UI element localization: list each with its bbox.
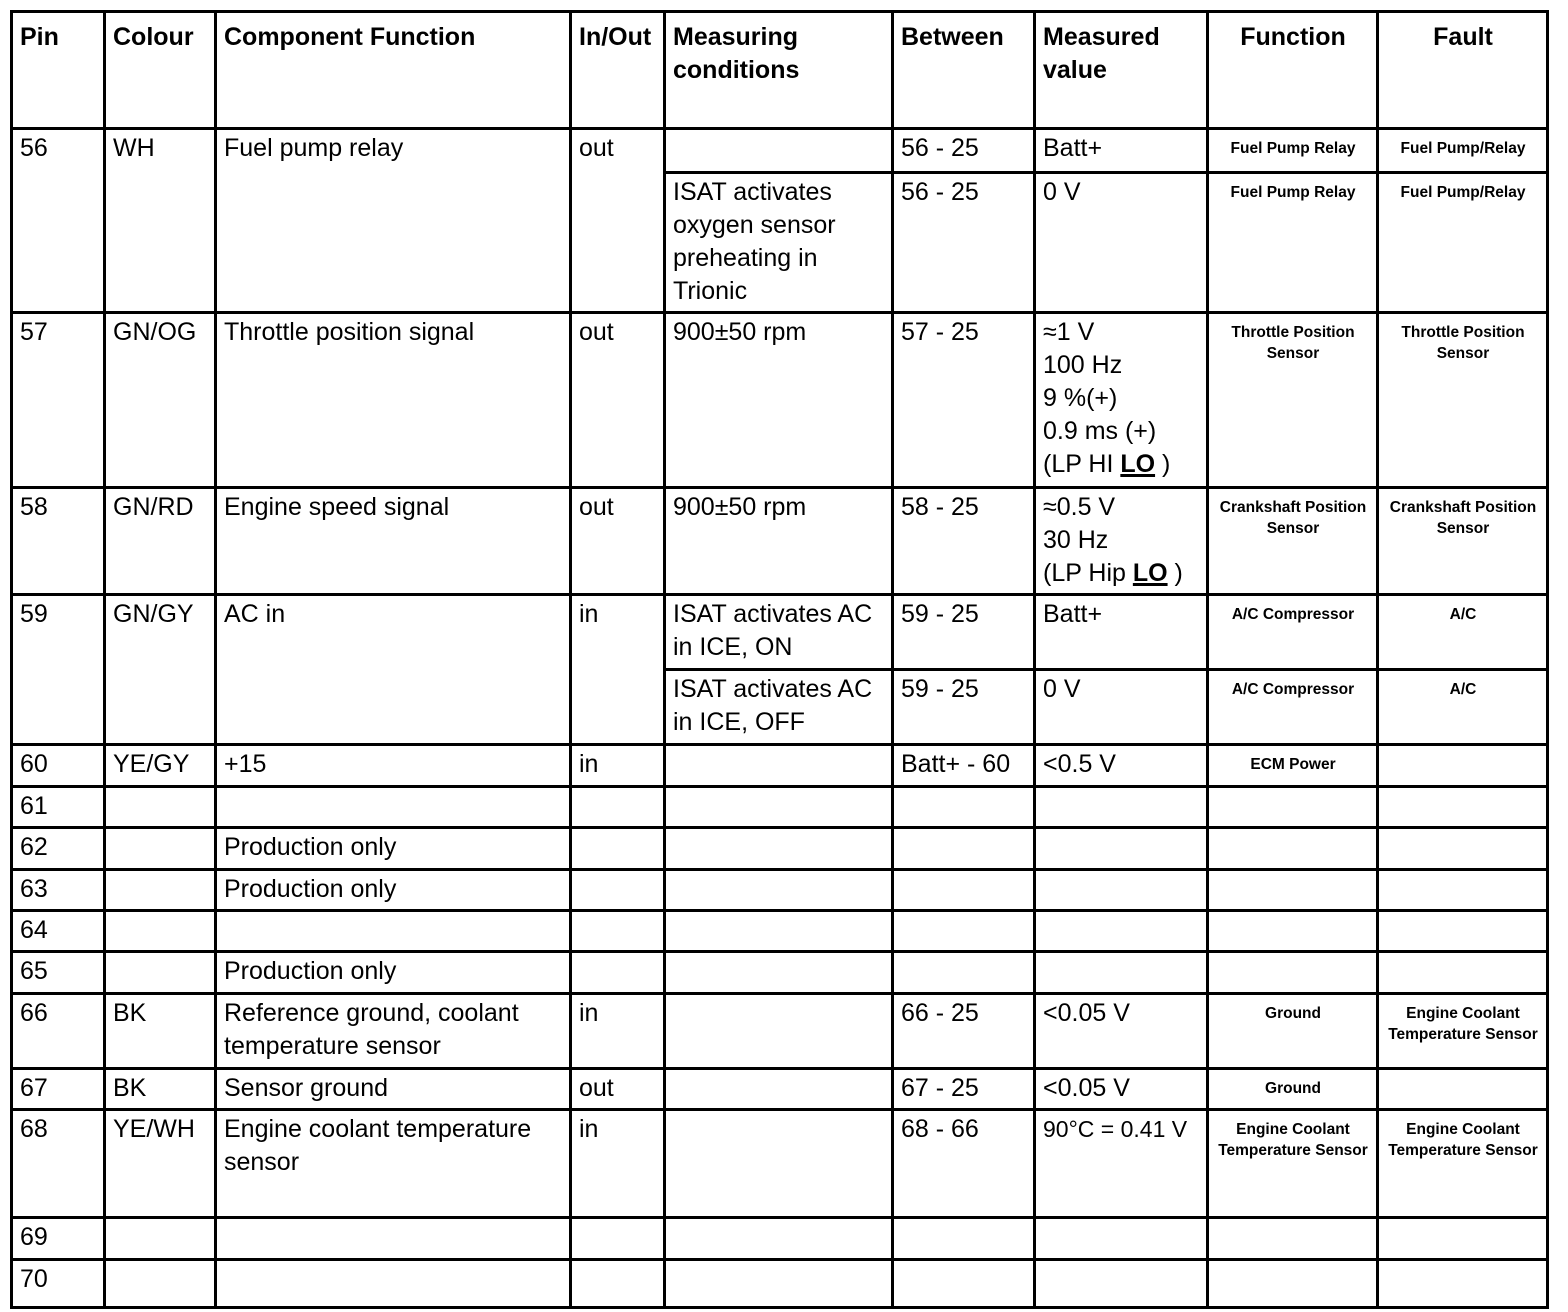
table-row	[12, 595, 1548, 670]
table-row	[12, 1260, 1548, 1308]
in-out-cell	[571, 911, 665, 952]
measured-cell	[1035, 313, 1208, 488]
condition-cell	[665, 129, 893, 173]
table-row	[12, 911, 1548, 952]
table-row	[12, 828, 1548, 870]
lp-prefix: (LP HI	[1043, 450, 1121, 478]
fault-cell	[1378, 1260, 1548, 1308]
between-cell: 57 - 25	[893, 313, 1035, 488]
function-cell: Crankshaft Position Sensor	[1208, 488, 1378, 595]
table-row	[12, 1069, 1548, 1110]
colour-cell	[105, 870, 216, 911]
fault-cell: Fuel Pump/Relay	[1378, 129, 1548, 173]
pin-cell: 58	[12, 488, 105, 595]
measured-cell: <0.05 V	[1035, 994, 1208, 1069]
colour-cell: YE/WH	[105, 1110, 216, 1218]
table-row	[12, 745, 1548, 787]
header-component: Component Function	[216, 12, 571, 129]
table-row	[12, 313, 1548, 488]
condition-cell	[665, 1218, 893, 1260]
measured-cell: <0.5 V	[1035, 745, 1208, 787]
in-out-cell	[571, 787, 665, 828]
condition-cell	[665, 1110, 893, 1218]
between-cell: 56 - 25	[893, 129, 1035, 173]
measured-line: ≈1 V	[1043, 318, 1095, 346]
pin-cell: 65	[12, 952, 105, 994]
colour-cell	[105, 952, 216, 994]
measured-cell	[1035, 911, 1208, 952]
between-cell: 66 - 25	[893, 994, 1035, 1069]
condition-cell	[665, 787, 893, 828]
measured-line	[1043, 557, 1200, 590]
component-cell: Throttle position signal	[216, 313, 571, 488]
in-out-cell	[571, 828, 665, 870]
function-cell	[1208, 952, 1378, 994]
component-cell: Production only	[216, 952, 571, 994]
between-cell	[893, 1218, 1035, 1260]
function-cell	[1208, 870, 1378, 911]
condition-cell: 900±50 rpm	[665, 488, 893, 595]
function-cell: ECM Power	[1208, 745, 1378, 787]
function-cell	[1208, 828, 1378, 870]
between-cell	[893, 870, 1035, 911]
measured-cell: 90°C = 0.41 V	[1035, 1110, 1208, 1218]
header-between: Between	[893, 12, 1035, 129]
measured-line	[1043, 448, 1200, 481]
function-cell	[1208, 1260, 1378, 1308]
lp-suffix: )	[1167, 559, 1183, 587]
in-out-cell: in	[571, 1110, 665, 1218]
in-out-cell	[571, 1260, 665, 1308]
pin-table	[10, 10, 1549, 1309]
table-row	[12, 1110, 1548, 1218]
table-row	[12, 994, 1548, 1069]
fault-cell: A/C	[1378, 670, 1548, 745]
table-row	[12, 129, 1548, 173]
measured-line: 0.9 ms (+)	[1043, 417, 1157, 445]
pin-cell: 62	[12, 828, 105, 870]
measured-cell: 0 V	[1035, 670, 1208, 745]
measured-cell: Batt+	[1035, 129, 1208, 173]
measured-cell	[1035, 1218, 1208, 1260]
header-measured: Measured value	[1035, 12, 1208, 129]
condition-cell	[665, 911, 893, 952]
component-cell: Fuel pump relay	[216, 129, 571, 313]
header-colour: Colour	[105, 12, 216, 129]
measured-line: 9 %(+)	[1043, 384, 1118, 412]
lp-lo-underlined: LO	[1120, 450, 1156, 478]
between-cell: 59 - 25	[893, 595, 1035, 670]
in-out-cell	[571, 870, 665, 911]
function-cell: A/C Compressor	[1208, 595, 1378, 670]
pin-cell: 61	[12, 787, 105, 828]
header-measuring: Measuring conditions	[665, 12, 893, 129]
condition-cell	[665, 870, 893, 911]
colour-cell	[105, 1260, 216, 1308]
colour-cell	[105, 787, 216, 828]
fault-cell	[1378, 1069, 1548, 1110]
in-out-cell: out	[571, 313, 665, 488]
fault-cell: Crankshaft Position Sensor	[1378, 488, 1548, 595]
between-cell: 67 - 25	[893, 1069, 1035, 1110]
condition-cell	[665, 1069, 893, 1110]
component-cell: Engine speed signal	[216, 488, 571, 595]
function-cell: Ground	[1208, 994, 1378, 1069]
colour-cell: BK	[105, 994, 216, 1069]
in-out-cell	[571, 1218, 665, 1260]
in-out-cell: out	[571, 1069, 665, 1110]
function-cell: Fuel Pump Relay	[1208, 129, 1378, 173]
condition-cell	[665, 745, 893, 787]
measured-cell	[1035, 952, 1208, 994]
function-cell: Engine Coolant Temperature Sensor	[1208, 1110, 1378, 1218]
component-cell: Engine coolant temperature sensor	[216, 1110, 571, 1218]
in-out-cell: in	[571, 745, 665, 787]
lp-prefix: (LP Hip	[1043, 559, 1133, 587]
measured-cell: 0 V	[1035, 173, 1208, 313]
between-cell	[893, 1260, 1035, 1308]
header-fault: Fault	[1378, 12, 1548, 129]
colour-cell: YE/GY	[105, 745, 216, 787]
fault-cell: Fuel Pump/Relay	[1378, 173, 1548, 313]
measured-line: 100 Hz	[1043, 351, 1123, 379]
table-row	[12, 870, 1548, 911]
component-cell	[216, 787, 571, 828]
pin-cell: 59	[12, 595, 105, 745]
lp-lo-underlined: LO	[1132, 559, 1168, 587]
between-cell: 56 - 25	[893, 173, 1035, 313]
in-out-cell: in	[571, 595, 665, 745]
condition-cell	[665, 994, 893, 1069]
function-cell	[1208, 787, 1378, 828]
fault-cell: Throttle Position Sensor	[1378, 313, 1548, 488]
pin-cell: 57	[12, 313, 105, 488]
colour-cell	[105, 828, 216, 870]
header-row	[12, 12, 1548, 129]
component-cell: Production only	[216, 828, 571, 870]
between-cell	[893, 787, 1035, 828]
function-cell: A/C Compressor	[1208, 670, 1378, 745]
colour-cell	[105, 911, 216, 952]
colour-cell: GN/OG	[105, 313, 216, 488]
condition-cell	[665, 952, 893, 994]
in-out-cell: out	[571, 129, 665, 313]
fault-cell	[1378, 911, 1548, 952]
measured-line: ≈0.5 V	[1043, 493, 1116, 521]
measured-line: 30 Hz	[1043, 526, 1109, 554]
fault-cell	[1378, 787, 1548, 828]
function-cell	[1208, 1218, 1378, 1260]
measured-cell: Batt+	[1035, 595, 1208, 670]
function-cell: Fuel Pump Relay	[1208, 173, 1378, 313]
measured-cell	[1035, 1260, 1208, 1308]
fault-cell: Engine Coolant Temperature Sensor	[1378, 994, 1548, 1069]
component-cell: +15	[216, 745, 571, 787]
in-out-cell: in	[571, 994, 665, 1069]
table-row	[12, 488, 1548, 595]
fault-cell	[1378, 1218, 1548, 1260]
header-in-out: In/Out	[571, 12, 665, 129]
pin-cell: 63	[12, 870, 105, 911]
table-row	[12, 787, 1548, 828]
between-cell: 68 - 66	[893, 1110, 1035, 1218]
component-cell	[216, 911, 571, 952]
function-cell: Throttle Position Sensor	[1208, 313, 1378, 488]
pin-cell: 67	[12, 1069, 105, 1110]
between-cell: 58 - 25	[893, 488, 1035, 595]
measured-cell	[1035, 488, 1208, 595]
component-cell	[216, 1260, 571, 1308]
fault-cell	[1378, 870, 1548, 911]
measured-cell	[1035, 787, 1208, 828]
component-cell: Reference ground, coolant temperature sensor	[216, 994, 571, 1069]
fault-cell	[1378, 952, 1548, 994]
table-row	[12, 1218, 1548, 1260]
in-out-cell: out	[571, 488, 665, 595]
header-function: Function	[1208, 12, 1378, 129]
component-cell: Sensor ground	[216, 1069, 571, 1110]
between-cell	[893, 828, 1035, 870]
pin-cell: 56	[12, 129, 105, 313]
between-cell	[893, 911, 1035, 952]
condition-cell: ISAT activates AC in ICE, OFF	[665, 670, 893, 745]
condition-cell: ISAT activates AC in ICE, ON	[665, 595, 893, 670]
colour-cell: WH	[105, 129, 216, 313]
colour-cell	[105, 1218, 216, 1260]
component-cell: Production only	[216, 870, 571, 911]
colour-cell: GN/RD	[105, 488, 216, 595]
function-cell: Ground	[1208, 1069, 1378, 1110]
pin-cell: 60	[12, 745, 105, 787]
header-pin: Pin	[12, 12, 105, 129]
measured-cell	[1035, 870, 1208, 911]
function-cell	[1208, 911, 1378, 952]
fault-cell: Engine Coolant Temperature Sensor	[1378, 1110, 1548, 1218]
colour-cell: BK	[105, 1069, 216, 1110]
measured-cell: <0.05 V	[1035, 1069, 1208, 1110]
pin-cell: 68	[12, 1110, 105, 1218]
fault-cell	[1378, 745, 1548, 787]
between-cell: 59 - 25	[893, 670, 1035, 745]
condition-cell: 900±50 rpm	[665, 313, 893, 488]
measured-cell	[1035, 828, 1208, 870]
in-out-cell	[571, 952, 665, 994]
lp-suffix: )	[1155, 450, 1171, 478]
component-cell	[216, 1218, 571, 1260]
condition-cell	[665, 1260, 893, 1308]
table-row	[12, 952, 1548, 994]
between-cell: Batt+ - 60	[893, 745, 1035, 787]
pin-cell: 64	[12, 911, 105, 952]
fault-cell: A/C	[1378, 595, 1548, 670]
fault-cell	[1378, 828, 1548, 870]
condition-cell: ISAT activates oxygen sensor preheating in Trionic	[665, 173, 893, 313]
pin-cell: 70	[12, 1260, 105, 1308]
condition-cell	[665, 828, 893, 870]
component-cell: AC in	[216, 595, 571, 745]
colour-cell: GN/GY	[105, 595, 216, 745]
between-cell	[893, 952, 1035, 994]
pin-cell: 69	[12, 1218, 105, 1260]
pin-cell: 66	[12, 994, 105, 1069]
